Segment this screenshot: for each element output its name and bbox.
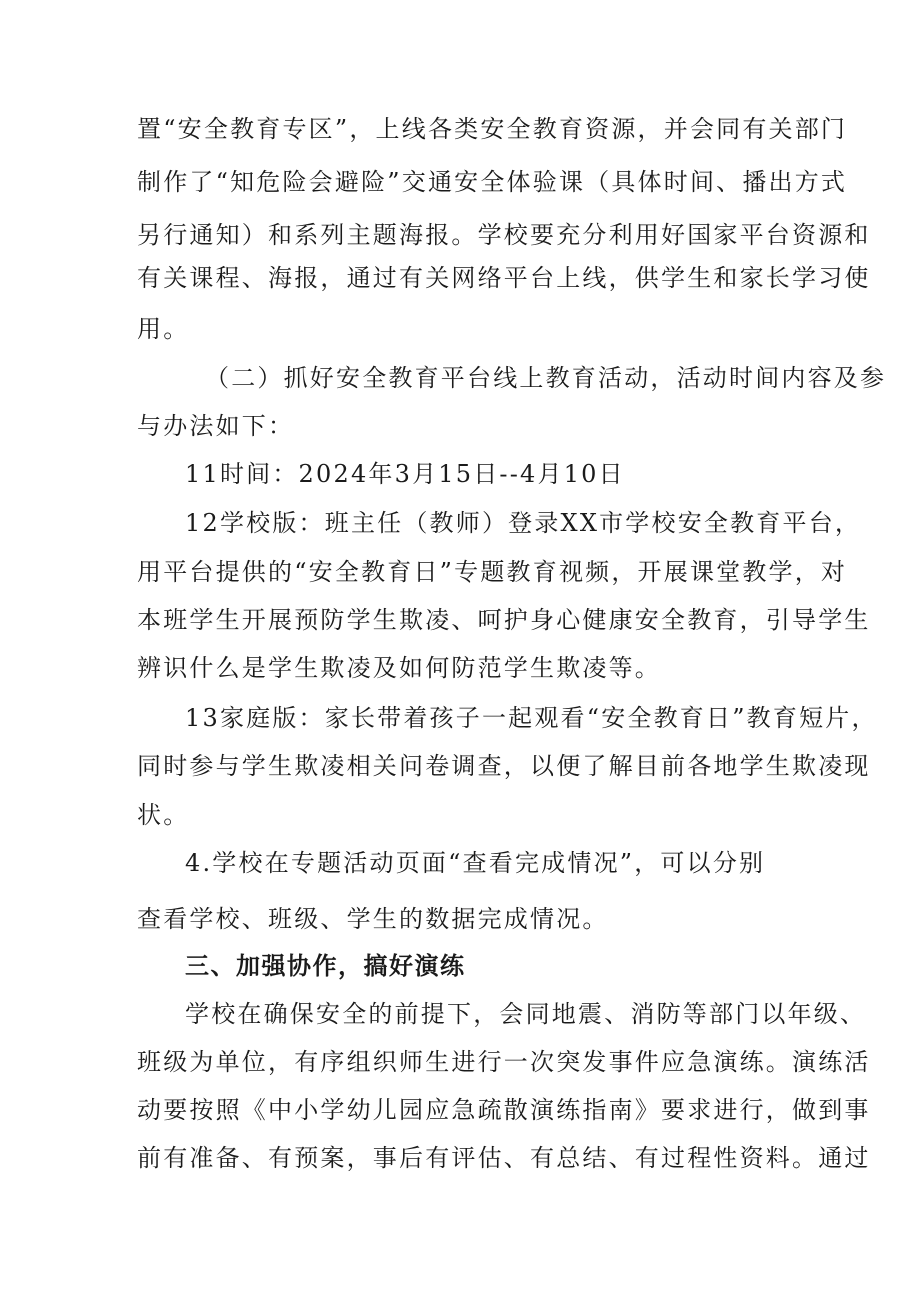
paragraph-line: 本班学生开展预防学生欺凌、呵护身心健康安全教育，引导学生: [137, 606, 871, 634]
paragraph-line: 与办法如下：: [137, 412, 295, 440]
paragraph-line: 制作了“知危险会避险”交通安全体验课（具体时间、播出方式: [137, 168, 848, 196]
paragraph-line: 13家庭版：家长带着孩子一起观看“安全教育日”教育短片，: [185, 704, 878, 732]
section-heading: 三、加强协作，搞好演练: [185, 952, 466, 980]
paragraph-line: 有关课程、海报，通过有关网络平台上线，供学生和家长学习使: [137, 264, 871, 292]
paragraph-line: 学校在确保安全的前提下，会同地震、消防等部门以年级、: [185, 1000, 867, 1028]
paragraph-line: 查看学校、班级、学生的数据完成情况。: [137, 905, 609, 933]
paragraph-line: 用平台提供的“安全教育日”专题教育视频，开展课堂教学，对: [137, 558, 848, 586]
paragraph-line: 用。: [137, 315, 190, 343]
paragraph-line: 班级为单位，有序组织师生进行一次突发事件应急演练。演练活: [137, 1048, 871, 1076]
paragraph-line: 4.学校在专题活动页面“查看完成情况”，可以分别: [185, 849, 766, 877]
paragraph-line: 11时间：2024年3月15日--4月10日: [185, 460, 625, 488]
paragraph-line: 前有准备、有预案，事后有评估、有总结、有过程性资料。通过: [137, 1144, 871, 1172]
paragraph-line: 状。: [137, 801, 190, 829]
paragraph-line: 动要按照《中小学幼儿园应急疏散演练指南》要求进行，做到事: [137, 1096, 871, 1124]
paragraph-line: 同时参与学生欺凌相关问卷调查，以便了解目前各地学生欺凌现: [137, 752, 871, 780]
paragraph-line: 12学校版：班主任（教师）登录XX市学校安全教育平台，: [185, 509, 862, 537]
paragraph-line: 辨识什么是学生欺凌及如何防范学生欺凌等。: [137, 654, 661, 682]
paragraph-line: 另行通知）和系列主题海报。学校要充分利用好国家平台资源和: [137, 221, 871, 249]
paragraph-line: 置“安全教育专区”，上线各类安全教育资源，并会同有关部门: [137, 115, 848, 143]
paragraph-line: （二）抓好安全教育平台线上教育活动，活动时间内容及参: [205, 364, 887, 392]
